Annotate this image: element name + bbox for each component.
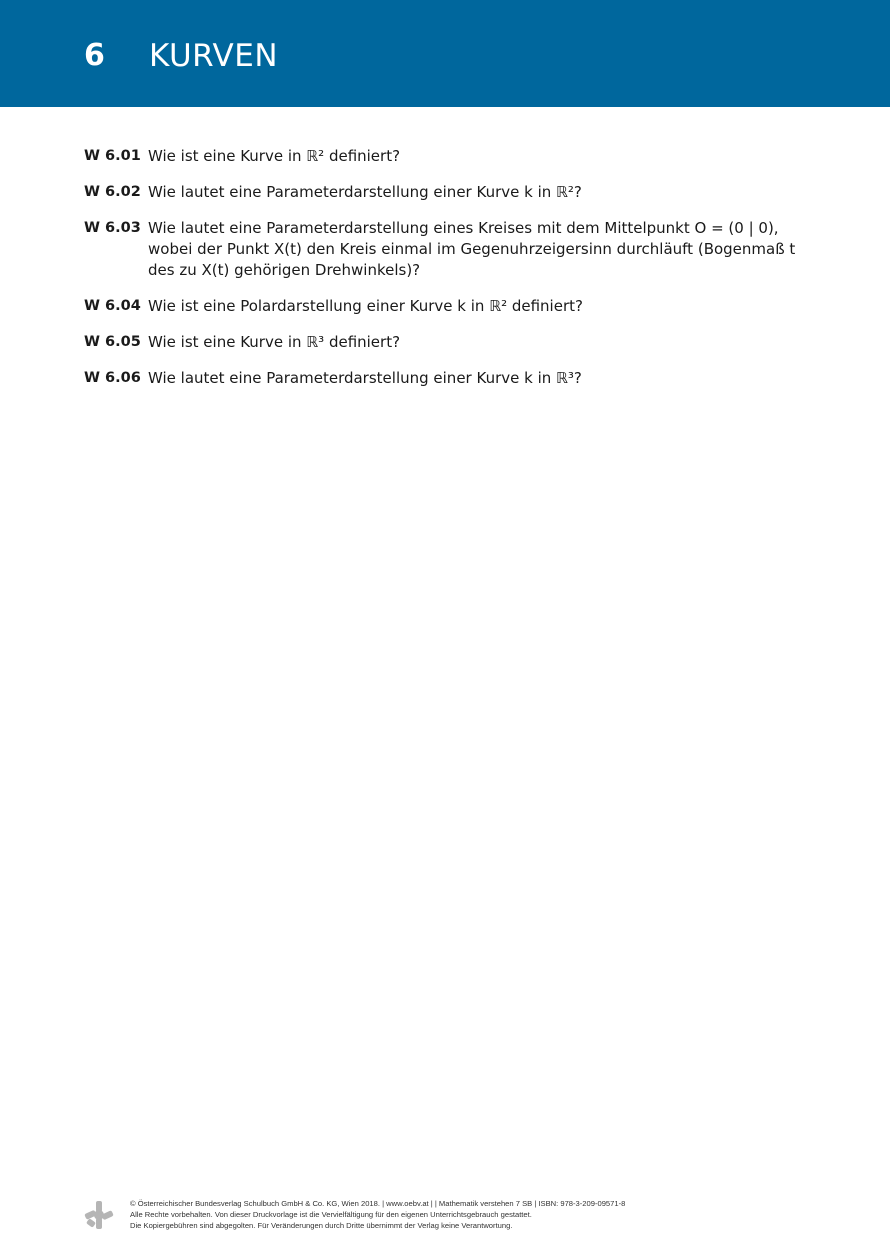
question-label: W 6.06 xyxy=(84,370,141,386)
chapter-number: 6 xyxy=(84,38,105,73)
question-label: W 6.04 xyxy=(84,298,141,314)
question-label: W 6.01 xyxy=(84,148,141,164)
question-text: Wie ist eine Kurve in ℝ² definiert? xyxy=(148,147,401,165)
publisher-logo-icon xyxy=(84,1200,114,1230)
question-label: W 6.03 xyxy=(84,220,141,236)
copyright-notice xyxy=(130,1198,625,1231)
question-item xyxy=(84,332,814,353)
question-text: Wie lautet eine Parameterdarstellung einer Kurve k in ℝ³? xyxy=(148,369,582,387)
question-label: W 6.02 xyxy=(84,184,141,200)
chapter-title: KURVEN xyxy=(149,38,279,74)
chapter-header xyxy=(0,0,890,107)
fees-line: Die Kopiergebühren sind abgegolten. Für Veränderungen durch Dritte übernimmt der Verlag keine Verantwortung. xyxy=(130,1221,513,1230)
question-text: Wie lautet eine Parameterdarstellung eines Kreises mit dem Mittelpunkt O = (0 | 0), wobei der Punkt X(t) den Kreis einmal im Gegenuhrzeigersinn durchläuft (Bogenmaß t des zu X(t) gehörigen Drehwinkels)? xyxy=(148,219,796,279)
question-list xyxy=(84,146,814,404)
copyright-line: © Österreichischer Bundesverlag Schulbuch GmbH & Co. KG, Wien 2018. | www.oebv.at | | Mathematik verstehen 7 SB | ISBN: 978-3-209-09571-8 xyxy=(130,1199,626,1208)
question-item xyxy=(84,296,814,317)
question-item xyxy=(84,368,814,389)
question-item xyxy=(84,182,814,203)
question-text: Wie ist eine Kurve in ℝ³ definiert? xyxy=(148,333,401,351)
question-item xyxy=(84,146,814,167)
page-footer xyxy=(84,1196,804,1236)
question-label: W 6.05 xyxy=(84,334,141,350)
question-text: Wie lautet eine Parameterdarstellung einer Kurve k in ℝ²? xyxy=(148,183,582,201)
question-item xyxy=(84,218,814,281)
question-text: Wie ist eine Polardarstellung einer Kurve k in ℝ² definiert? xyxy=(148,297,583,315)
rights-line: Alle Rechte vorbehalten. Von dieser Druckvorlage ist die Vervielfältigung für den eigenen Unterrichtsgebrauch gestattet. xyxy=(130,1210,532,1219)
